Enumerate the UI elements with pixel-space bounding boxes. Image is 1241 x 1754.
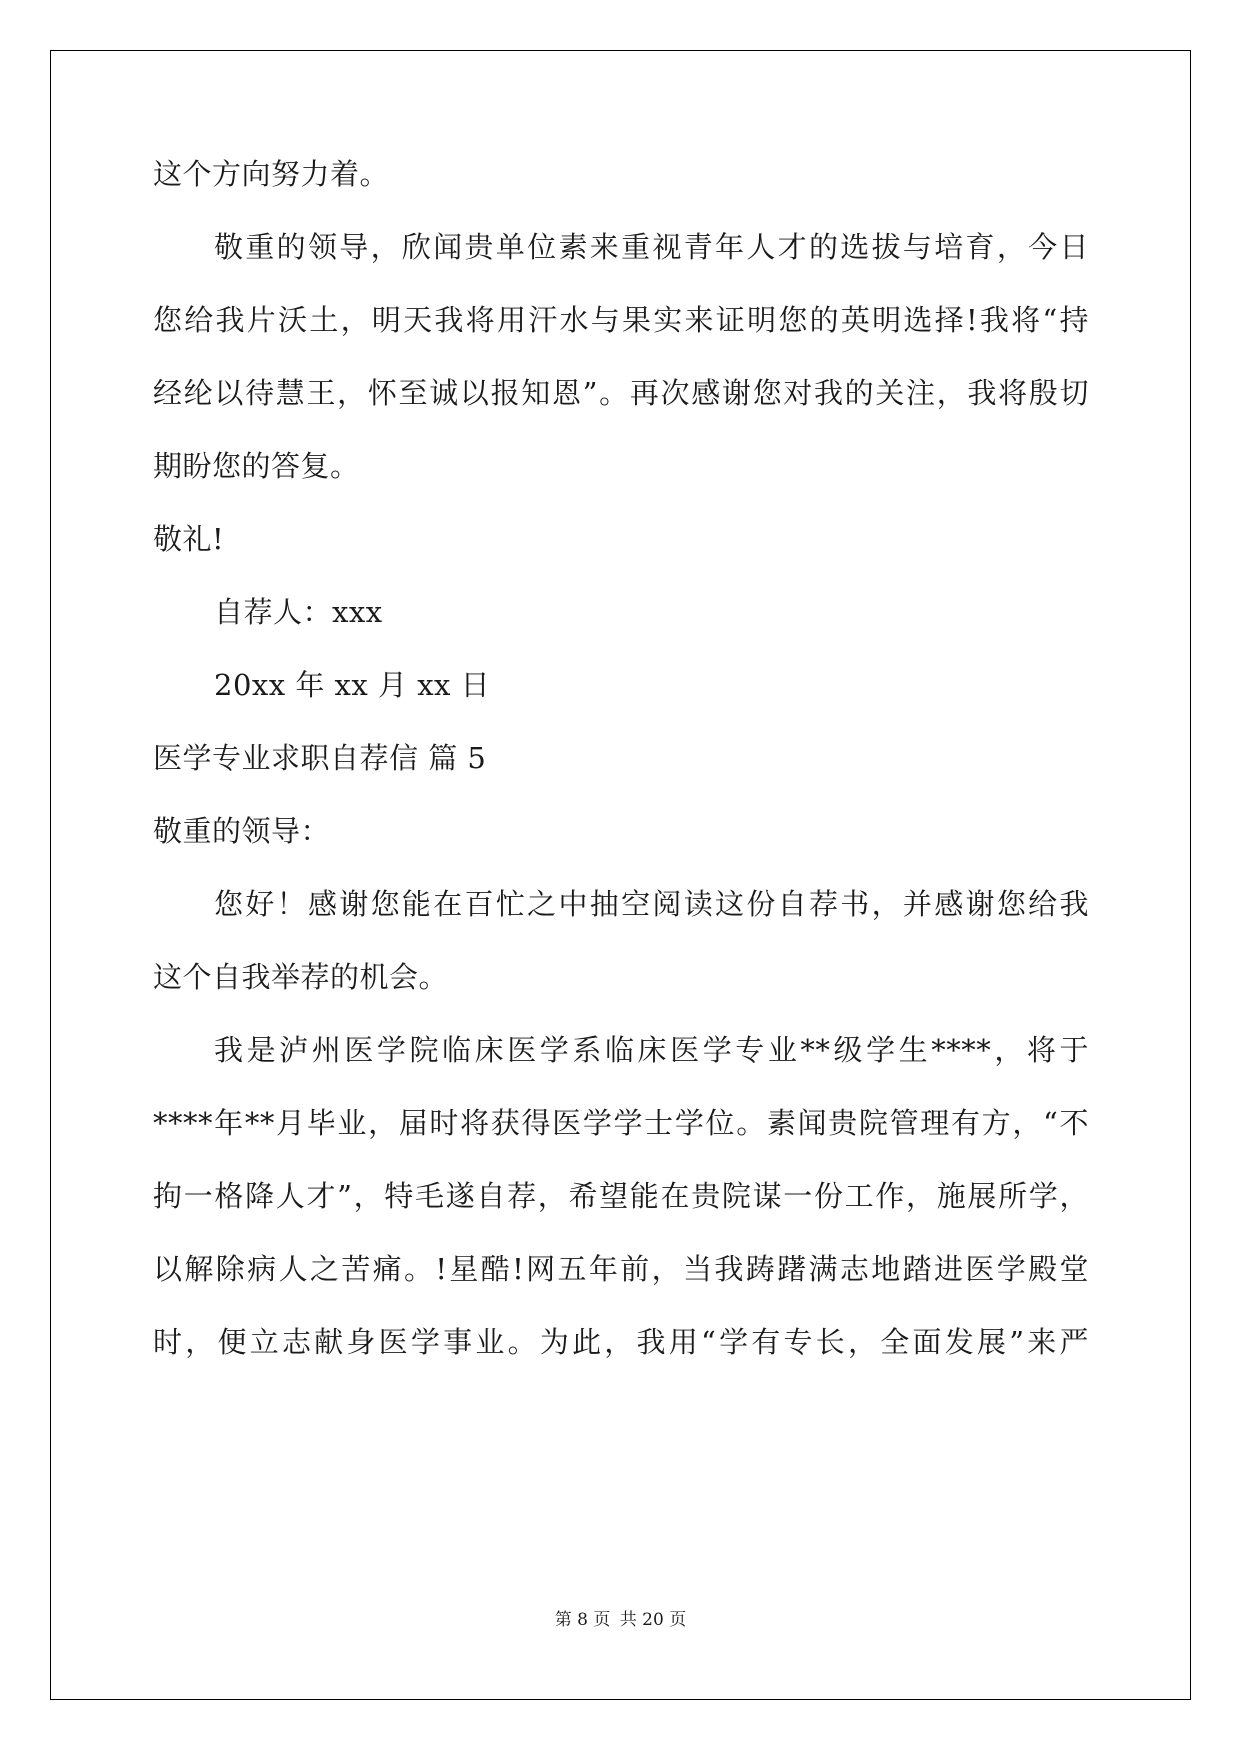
signature-line: 自荐人：xxx — [214, 595, 383, 629]
salutation-closing: 敬礼! — [153, 522, 225, 556]
text-line: ****年**月毕业，届时将获得医学学士学位。素闻贵院管理有方，“不 — [153, 1106, 1089, 1140]
text-line: 期盼您的答复。 — [153, 449, 360, 483]
paragraph-line: 您好！感谢您能在百忙之中抽空阅读这份自荐书，并感谢您给我 — [214, 887, 1089, 921]
page-number: 第 8 页 — [554, 1610, 611, 1630]
page-footer — [0, 1608, 1241, 1632]
page-border — [50, 50, 1191, 1700]
text-line: 经纶以待慧王，怀至诚以报知恩”。再次感谢您对我的关注，我将殷切 — [153, 376, 1089, 410]
text-line: 这个方向努力着。 — [153, 157, 390, 191]
text-line: 这个自我举荐的机会。 — [153, 960, 449, 994]
salutation: 敬重的领导： — [153, 814, 331, 848]
date-line: 20xx 年 xx 月 xx 日 — [214, 668, 491, 702]
paragraph-line: 我是泸州医学院临床医学系临床医学专业**级学生****，将于 — [214, 1033, 1089, 1067]
section-heading: 医学专业求职自荐信 篇 5 — [153, 741, 487, 775]
text-line: 您给我片沃土，明天我将用汗水与果实来证明您的英明选择!我将“持 — [153, 303, 1089, 337]
text-line: 时，便立志献身医学事业。为此，我用“学有专长，全面发展”来严 — [153, 1325, 1089, 1359]
paragraph-line: 敬重的领导，欣闻贵单位素来重视青年人才的选拔与培育，今日 — [214, 230, 1089, 264]
text-line: 以解除病人之苦痛。!星酷!网五年前，当我踌躇满志地踏进医学殿堂 — [153, 1252, 1089, 1286]
text-line: 拘一格降人才”，特毛遂自荐，希望能在贵院谋一份工作，施展所学， — [153, 1179, 1089, 1213]
page-total: 共 20 页 — [619, 1610, 687, 1630]
